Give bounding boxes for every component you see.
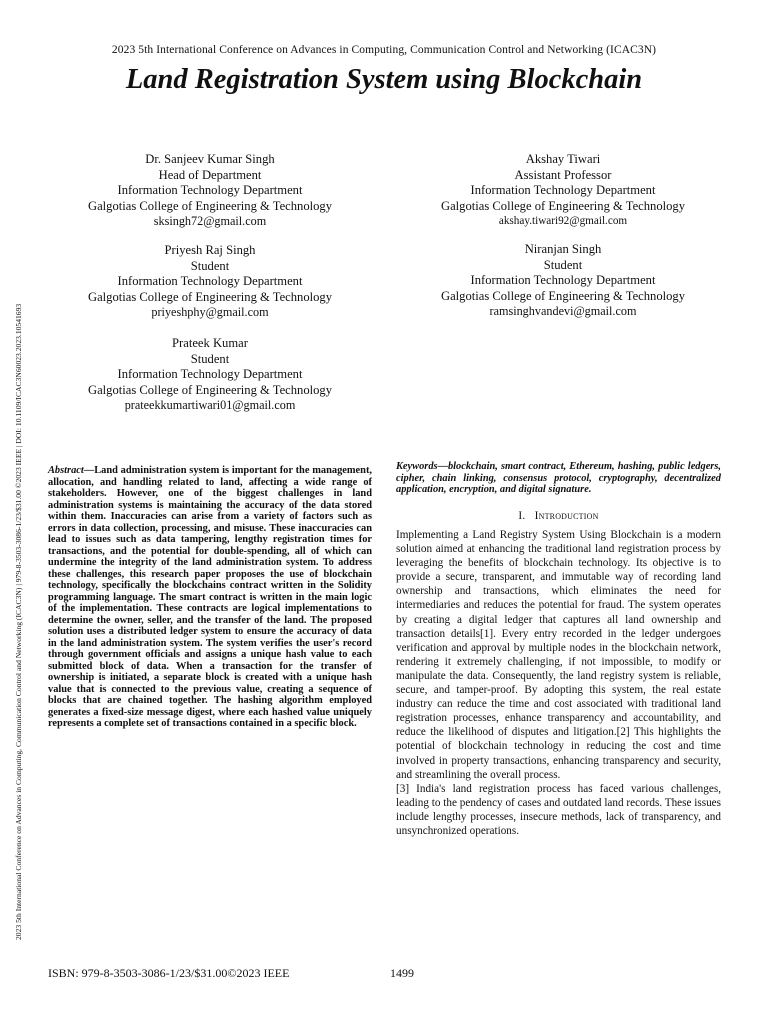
author-department: Information Technology Department — [470, 273, 656, 287]
author-name: Dr. Sanjeev Kumar Singh — [145, 152, 275, 166]
author-name: Akshay Tiwari — [525, 152, 601, 166]
author-role: Student — [190, 258, 230, 273]
author-college: Galgotias College of Engineering & Technology — [87, 382, 333, 397]
section-title: Introduction — [534, 510, 599, 522]
author-department: Information Technology Department — [117, 367, 303, 381]
abstract-body: —Land administration system is important for the management, allocation, and handling related to land, affecting a wide range of stakeholders. However, one of the biggest challenges in land administration systems is maintaining the accuracy of the data stored within them. Inaccuracies can arise from a variety of factors such as errors in data collection, processing, and misuse. These inaccuracies can lead to issues such as data tampering, lengthy registration times for transactions, and the potential for double-spending, all of which can undermine the integrity of the land administration system. To address these challenges, this research paper proposes the use of blockchain technology, specifically the blockchains contract written in the Solidity programming language. The smart contract is written in the main logic of the implementation. These contracts are logical implementations to determine the owner, seller, and the transfer of the land. The proposed solution uses a distributed ledger system to ensure the accuracy of data in the land administration system. The system verifies the user's record through government officials and assigns a unique hash value to each submitted block of data. When a transaction for the transfer of ownership is initiated, a separate block is created with a unique hash value that is connected to the previous value, creating a sequence of blocks that are chained together. The hashing algorithm employed generates a fixed-size message digest, where each hashed value uniquely represents a complete set of transactions contained in a specific block. — [48, 465, 372, 729]
author-email: prateekkumartiwari01@gmail.com — [124, 398, 296, 412]
keywords: Keywords—blockchain, smart contract, Ethereum, hashing, public ledgers, cipher, chain linking, consensus protocol, cryptography, decentralized application, encryption, and digital signature. — [396, 461, 721, 495]
author-name: Priyesh Raj Singh — [164, 243, 256, 257]
conference-header: 2023 5th International Conference on Advances in Computing, Communication Control and Networking (ICAC3N) — [111, 44, 657, 56]
author-name: Prateek Kumar — [172, 336, 248, 350]
author-role: Student — [543, 257, 583, 272]
author-role: Assistant Professor — [514, 167, 612, 182]
author-email: priyeshphy@gmail.com — [151, 305, 269, 319]
author-college: Galgotias College of Engineering & Technology — [87, 198, 333, 213]
section-heading — [396, 510, 721, 522]
footer-isbn: ISBN: 979-8-3503-3086-1/23/$31.00©2023 IEEE — [48, 966, 290, 980]
author-block-5 — [40, 336, 380, 414]
section-number: I. — [518, 510, 526, 522]
author-college: Galgotias College of Engineering & Technology — [87, 289, 333, 304]
author-department: Information Technology Department — [470, 183, 656, 197]
author-role: Student — [190, 351, 230, 366]
page-number: 1499 — [390, 966, 414, 980]
author-college: Galgotias College of Engineering & Technology — [440, 288, 686, 303]
author-email: akshay.tiwari92@gmail.com — [498, 215, 628, 227]
author-block-1 — [40, 152, 380, 230]
paragraph: Implementing a Land Registry System Using Blockchain is a modern solution aimed at enhancing the traditional land registration process by leveraging the benefits of blockchain technology. Its objective is to provide a secure, transparent, and immutable way of recording land ownership and transactions, which eliminates the need for intermediaries and reduces the potential for fraud. The system operates by creating a digital ledger that captures all land ownership and transaction details[1]. Every entry recorded in the ledger undergoes verification and approval by multiple nodes in the blockchain network, rendering it extremely challenging, if not impossible, to modify or manipulate the data. Consequently, the land registry system is reliable, secure, and tamper-proof. By adopting this system, the real estate industry can reduce the time and cost associated with traditional land registration processes, enhance transparency and accountability, and reduce the likelihood of disputes and litigation.[2] This highlights the potential of blockchain technology in reducing the cost and time involved in property transactions, enhancing transparency and security, and streamlining the overall process. — [396, 529, 721, 781]
introduction-body — [396, 528, 721, 838]
author-role: Head of Department — [158, 167, 262, 182]
paper-title: Land Registration System using Blockchain — [125, 64, 643, 95]
author-email: sksingh72@gmail.com — [153, 214, 267, 228]
side-doi-identifier: 2023 5th International Conference on Advances in Computing, Communication Control and Networking (ICAC3N) | 979-8-3503-3086-1/23/$31.00 ©2023 IEEE | DOI: 10.1109/ICAC3N60023.2023.10541693 — [14, 303, 23, 940]
author-email: ramsinghvandevi@gmail.com — [489, 304, 637, 318]
abstract-lead: Abstract — [48, 465, 84, 476]
paragraph: [3] India's land registration process has faced various challenges, leading to the pendency of cases and outdated land records. These issues include lengthy processes, insecure methods, lack of transparency, and unsynchronized operations. — [396, 782, 721, 837]
author-block-4 — [398, 242, 728, 320]
author-block-3 — [40, 243, 380, 321]
author-block-2 — [398, 152, 728, 230]
abstract — [48, 465, 372, 730]
author-department: Information Technology Department — [117, 274, 303, 288]
author-department: Information Technology Department — [117, 183, 303, 197]
author-college: Galgotias College of Engineering & Technology — [440, 198, 686, 213]
author-name: Niranjan Singh — [524, 242, 602, 256]
